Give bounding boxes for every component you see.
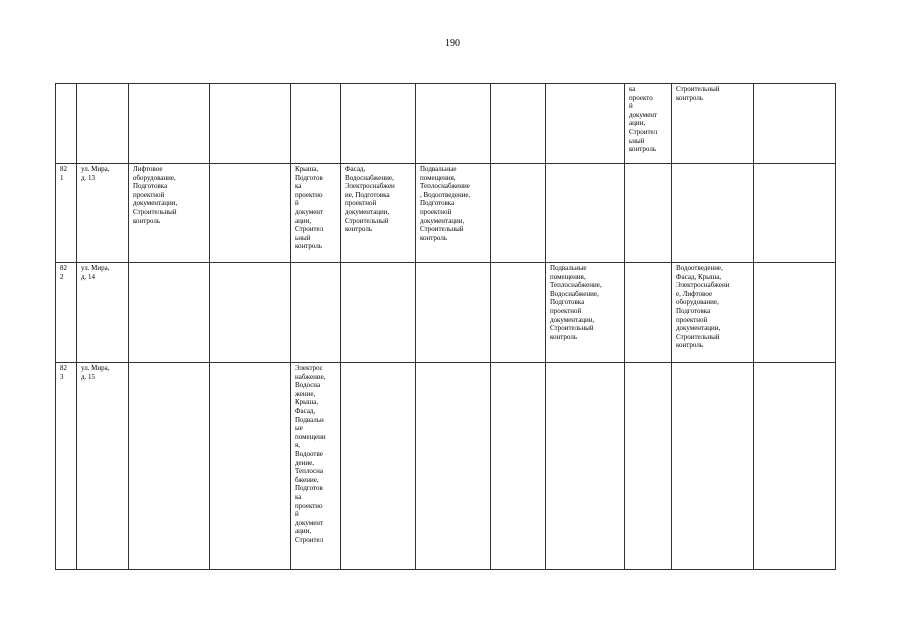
table-cell — [341, 84, 416, 164]
table-cell — [625, 363, 672, 570]
table-cell — [210, 363, 291, 570]
table-cell — [672, 363, 754, 570]
row-number-cell: 82 2 — [56, 263, 77, 363]
table-cell — [754, 363, 836, 570]
schedule-table — [55, 83, 836, 570]
table-cell — [341, 263, 416, 363]
table-cell — [416, 263, 491, 363]
table-cell: Крыша, Подготов ка проектно й документ ации, Строител ьный контроль — [291, 164, 341, 263]
table-row — [56, 263, 836, 363]
table-row — [56, 363, 836, 570]
table-cell: Подвальные помещения, Теплоснабжение , Водоотведение, Подготовка проектной документации, Строительный контроль — [416, 164, 491, 263]
table-cell — [416, 84, 491, 164]
table-cell — [754, 263, 836, 363]
table-cell: Подвальные помещения, Теплоснабжение, Водоснабжение, Подготовка проектной документации, Строительный контроль — [546, 263, 625, 363]
table-cell — [625, 263, 672, 363]
table-cell — [129, 84, 210, 164]
table-cell — [546, 84, 625, 164]
table-cell — [491, 164, 546, 263]
table-cell — [291, 84, 341, 164]
table-cell — [416, 363, 491, 570]
table-cell: Фасад, Водоснабжение, Электроснабжен ие, Подготовка проектной документации, Строительный контроль — [341, 164, 416, 263]
table-cell — [491, 84, 546, 164]
address-cell: ул. Мира, д. 14 — [77, 263, 129, 363]
table-cell: Строительный контроль — [672, 84, 754, 164]
table-cell — [210, 263, 291, 363]
table-cell: Водоотведение, Фасад, Крыша, Электроснабжени е, Лифтовое оборудование, Подготовка проектной документации, Строительный контроль — [672, 263, 754, 363]
table-cell — [210, 164, 291, 263]
table-cell: ка проекто й документ ации, Строител ьный контроль — [625, 84, 672, 164]
table-cell — [491, 263, 546, 363]
row-number-cell: 82 1 — [56, 164, 77, 263]
table-cell — [754, 164, 836, 263]
table-row — [56, 84, 836, 164]
table-cell — [291, 263, 341, 363]
table-cell — [672, 164, 754, 263]
table-row — [56, 164, 836, 263]
table-cell: Лифтовое оборудование, Подготовка проектной документации, Строительный контроль — [129, 164, 210, 263]
address-cell — [77, 84, 129, 164]
table-cell — [129, 263, 210, 363]
table-cell — [491, 363, 546, 570]
page-number: 190 — [445, 38, 460, 49]
address-cell: ул. Мира, д. 15 — [77, 363, 129, 570]
row-number-cell — [56, 84, 77, 164]
table-cell — [129, 363, 210, 570]
row-number-cell: 82 3 — [56, 363, 77, 570]
table-cell — [210, 84, 291, 164]
table-cell — [546, 363, 625, 570]
table-cell — [341, 363, 416, 570]
address-cell: ул. Мира, д. 13 — [77, 164, 129, 263]
table-cell — [754, 84, 836, 164]
table-cell — [546, 164, 625, 263]
table-cell — [625, 164, 672, 263]
table-cell: Электрос набжение, Водосна жение, Крыша, Фасад, Подвальн ые помещени я, Водоотве дение, Теплосна бжение, Подготов ка проектно й документ ации, Строител — [291, 363, 341, 570]
